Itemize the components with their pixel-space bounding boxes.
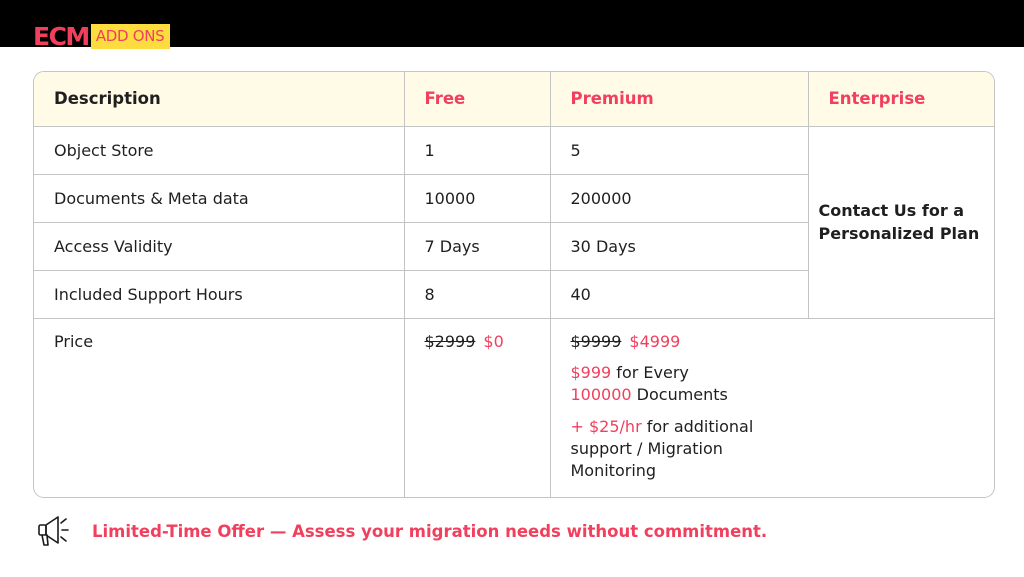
row-description: Access Validity	[34, 222, 404, 270]
support-rate: + $25/hr	[570, 417, 642, 436]
row-description: Documents & Meta data	[34, 174, 404, 222]
pricing-table	[33, 71, 995, 498]
free-price	[404, 319, 550, 498]
per-docs-text: for Every	[611, 363, 689, 382]
column-header-description: Description	[34, 72, 404, 126]
column-header-free: Free	[404, 72, 550, 126]
premium-new-price: $4999	[629, 332, 681, 351]
table-header-row	[34, 72, 995, 126]
premium-value: 200000	[550, 174, 808, 222]
row-description: Included Support Hours	[34, 270, 404, 318]
premium-value: 40	[550, 270, 808, 318]
column-header-premium: Premium	[550, 72, 808, 126]
premium-price	[550, 319, 808, 498]
price-row	[34, 319, 995, 498]
per-docs-count: 100000	[570, 385, 632, 404]
offer-text: Limited-Time Offer — Assess your migration needs without commitment.	[92, 521, 768, 541]
free-value: 8	[404, 270, 550, 318]
logo	[33, 24, 170, 49]
free-value: 1	[404, 126, 550, 174]
enterprise-contact-note: Contact Us for a Personalized Plan	[808, 126, 995, 319]
logo-addons-badge: ADD ONS	[91, 24, 171, 49]
megaphone-icon	[36, 513, 76, 549]
limited-offer-banner	[36, 513, 767, 549]
table-row	[34, 126, 995, 174]
per-docs-price: $999	[570, 363, 612, 382]
column-header-enterprise: Enterprise	[808, 72, 995, 126]
premium-value: 30 Days	[550, 222, 808, 270]
row-description: Price	[34, 319, 404, 498]
free-new-price: $0	[483, 332, 504, 351]
free-old-price: $2999	[424, 332, 476, 351]
logo-ecm: ECM	[33, 22, 89, 51]
free-value: 7 Days	[404, 222, 550, 270]
row-description: Object Store	[34, 126, 404, 174]
premium-old-price: $9999	[570, 332, 622, 351]
free-value: 10000	[404, 174, 550, 222]
support-rate-pricing	[571, 416, 809, 482]
premium-value: 5	[550, 126, 808, 174]
per-docs-suffix: Documents	[631, 385, 728, 404]
support-rate-text: for additional support / Migration Monitoring	[570, 417, 754, 480]
per-docs-pricing	[571, 362, 809, 406]
